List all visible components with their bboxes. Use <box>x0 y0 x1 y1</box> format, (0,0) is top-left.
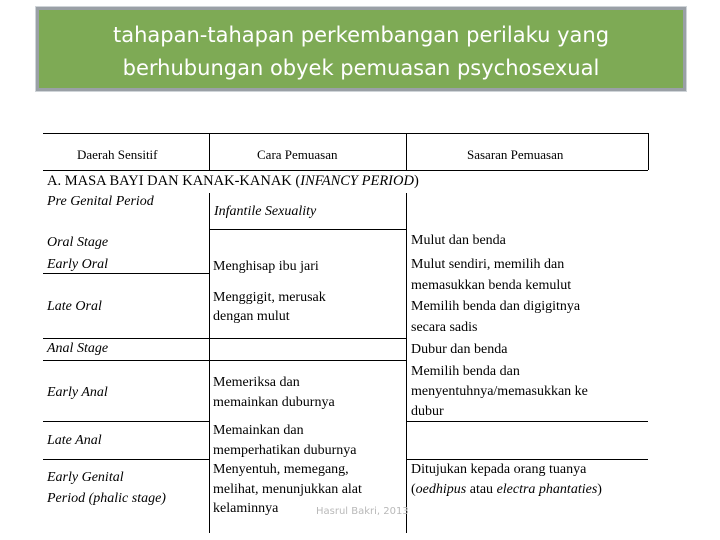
section-a-heading: A. MASA BAYI DAN KANAK-KANAK (INFANCY PERIOD) <box>47 173 419 189</box>
sasaran-oral-line-5: secara sadis <box>411 320 478 335</box>
early-genital-line-2: Period (phalic stage) <box>47 491 166 506</box>
col-divider-right-end <box>648 133 649 170</box>
cara-late-anal-line-2: memperhatikan duburnya <box>213 443 357 458</box>
row-border-late-oral-cara <box>210 338 406 339</box>
col-divider-right-header <box>406 133 407 170</box>
pre-genital-period: Pre Genital Period <box>47 194 154 209</box>
sasaran-oral-line-4: Memilih benda dan digigitnya <box>411 299 581 314</box>
row-border-early-anal <box>43 421 209 422</box>
infantile-sexuality: Infantile Sexuality <box>214 204 317 219</box>
author-watermark: Hasrul Bakri, 2013 <box>316 506 409 517</box>
oral-stage: Oral Stage <box>47 235 109 250</box>
title-line-2: berhubungan obyek pemuasan psychosexual <box>122 56 600 80</box>
title-line-1: tahapan-tahapan perkembangan perilaku yang <box>112 23 610 47</box>
table-top-border <box>43 133 648 134</box>
late-oral: Late Oral <box>47 299 102 314</box>
col-divider-left-body <box>209 193 210 533</box>
row-border-pre-genital <box>210 229 406 230</box>
cara-late-oral-line-1: Menggigit, merusak <box>213 290 326 305</box>
cara-late-anal-line-1: Memainkan dan <box>213 423 304 438</box>
sasaran-genital-line-1: Ditujukan kepada orang tuanya <box>411 462 587 477</box>
sasaran-anal-line-4: dubur <box>411 404 444 419</box>
cara-genital-line-2: melihat, menunjukkan alat <box>213 482 362 497</box>
slide-title <box>39 19 683 85</box>
cara-early-anal-line-2: memainkan duburnya <box>213 395 335 410</box>
header-cara-pemuasan: Cara Pemuasan <box>257 147 338 162</box>
early-anal: Early Anal <box>47 385 108 400</box>
header-daerah-sensitif: Daerah Sensitif <box>77 147 158 162</box>
sasaran-oral-line-1: Mulut dan benda <box>411 233 506 248</box>
col-divider-right-body <box>406 193 407 533</box>
cara-late-oral-line-2: dengan mulut <box>213 309 290 324</box>
anal-stage: Anal Stage <box>47 341 109 356</box>
row-border-anal <box>43 360 209 361</box>
sasaran-anal-line-1: Dubur dan benda <box>411 342 508 357</box>
cara-early-anal-line-1: Memeriksa dan <box>213 375 300 390</box>
row-border-anal-cara <box>210 360 406 361</box>
sasaran-anal-line-3: menyentuhnya/memasukkan ke <box>411 384 588 399</box>
header-sasaran-pemuasan: Sasaran Pemuasan <box>467 147 564 162</box>
title-banner <box>36 7 686 91</box>
sasaran-genital-line-2: (oedhipus atau electra phantaties) <box>411 482 602 497</box>
sasaran-oral-line-3: memasukkan benda kemulut <box>411 278 572 293</box>
early-genital-line-1: Early Genital <box>47 470 124 485</box>
cara-genital-line-3: kelaminnya <box>213 501 279 516</box>
cara-early-oral: Menghisap ibu jari <box>213 259 319 274</box>
col-divider-left-header <box>209 133 210 170</box>
early-oral: Early Oral <box>47 257 109 272</box>
sasaran-oral-line-2: Mulut sendiri, memilih dan <box>411 257 565 272</box>
row-border-late-anal <box>43 459 209 460</box>
late-anal: Late Anal <box>47 433 102 448</box>
cara-genital-line-1: Menyentuh, memegang, <box>213 462 349 477</box>
sasaran-anal-line-2: Memilih benda dan <box>411 364 520 379</box>
